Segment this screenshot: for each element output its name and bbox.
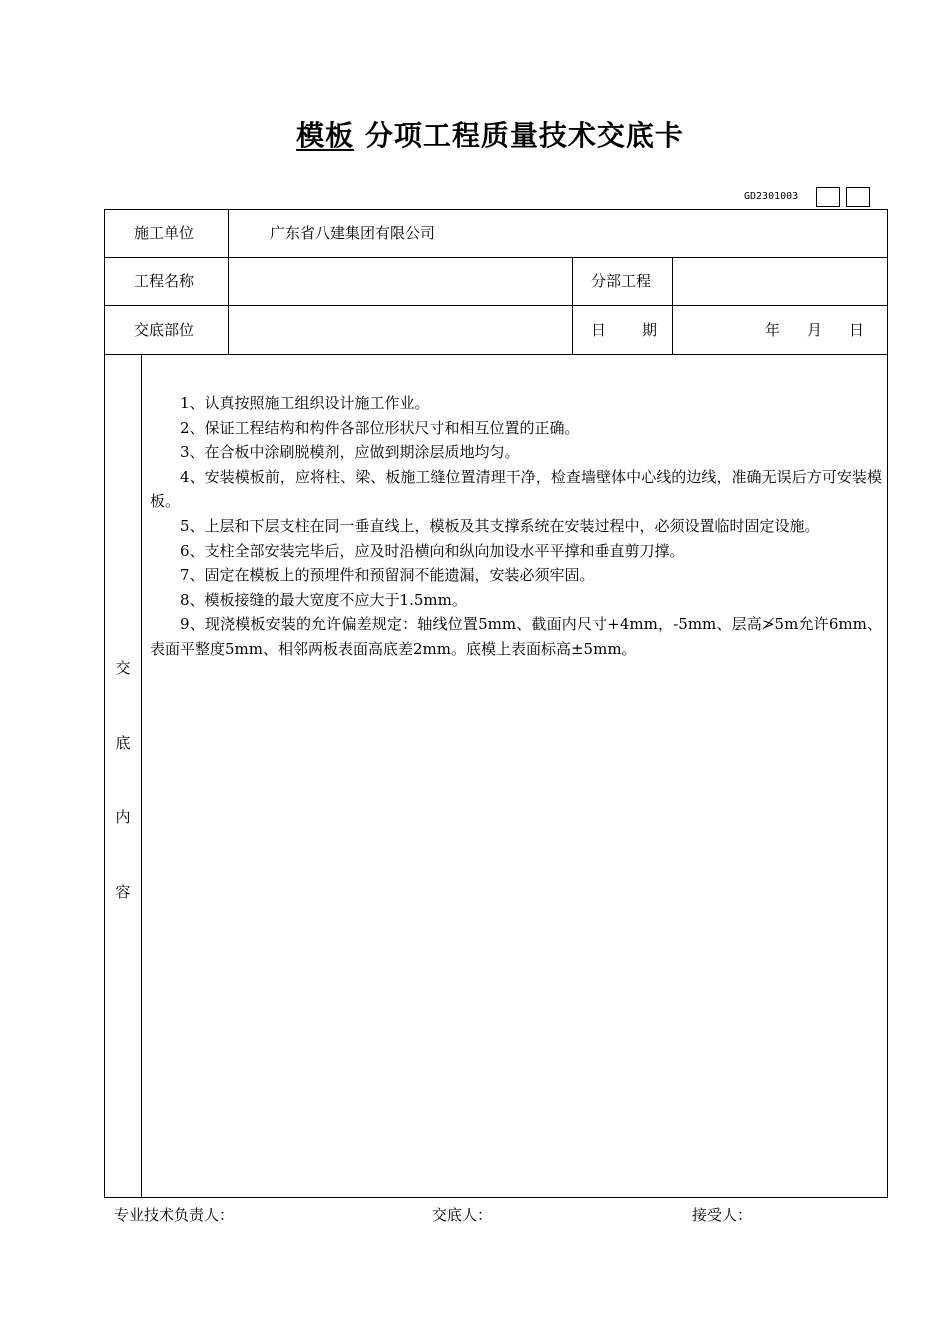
construction-unit-value[interactable]: 广东省八建集团有限公司 [270,224,436,242]
date-label-2: 期 [642,321,658,339]
side-label-char: 内 [115,808,131,826]
row-divider [104,305,888,306]
content-item: 9、现浇模板安装的允许偏差规定：轴线位置5mm、截面内尺寸+4mm，-5mm、层高≯5m允许6mm、表面平整度5mm、相邻两板表面高底差2mm。底模上表面标高±5mm。 [150,615,882,658]
date-month: 月 [807,321,823,339]
content-item: 5、上层和下层支柱在同一垂直线上，模板及其支撑系统在安装过程中，必须设置临时固定设施。 [180,516,820,535]
column-divider [672,257,673,355]
column-divider [572,257,573,355]
content-item: 1、认真按照施工组织设计施工作业。 [180,394,430,412]
side-label-char: 底 [115,734,131,752]
page-title [0,114,950,154]
title-text: 分项工程质量技术交底卡 [354,119,684,152]
date-year: 年 [765,321,781,339]
receiver-signature: 接受人： [692,1206,753,1224]
division-label: 分部工程 [591,272,652,290]
content-item: 2、保证工程结构和构件各部位形状尺寸和相互位置的正确。 [180,418,580,437]
tech-lead-signature: 专业技术负责人： [114,1206,235,1224]
content-item: 3、在合板中涂刷脱模剂，应做到期涂层质地均匀。 [180,443,520,462]
form-code-box-2[interactable] [846,187,870,207]
column-divider [141,354,142,1198]
disclosure-content [150,391,882,662]
date-day: 日 [849,321,865,339]
content-item: 6、支柱全部安装完毕后，应及时沿横向和纵向加设水平平撑和垂直剪刀撑。 [180,541,685,560]
date-label-1: 日 [591,321,607,339]
location-label: 交底部位 [134,321,195,339]
side-label-char: 交 [115,659,131,677]
column-divider [228,209,229,355]
row-divider [104,257,888,258]
disclosure-table [104,209,888,1198]
form-code: GD2301003 [744,191,799,202]
construction-unit-label: 施工单位 [134,224,195,242]
content-item: 8、模板接缝的最大宽度不应大于1.5mm。 [180,590,467,609]
project-name-label: 工程名称 [134,272,195,290]
form-code-box-1[interactable] [816,187,840,207]
content-item: 7、固定在模板上的预埋件和预留洞不能遗漏，安装必须牢固。 [180,566,595,585]
side-label-char: 容 [115,883,131,901]
title-subject: 模板 [296,119,355,152]
presenter-signature: 交底人： [432,1206,493,1224]
content-item: 4、安装模板前，应将柱、梁、板施工缝位置清理干净，检查墙壁体中心线的边线，准确无误后方可安装模板。 [150,467,882,511]
row-divider [104,354,888,355]
